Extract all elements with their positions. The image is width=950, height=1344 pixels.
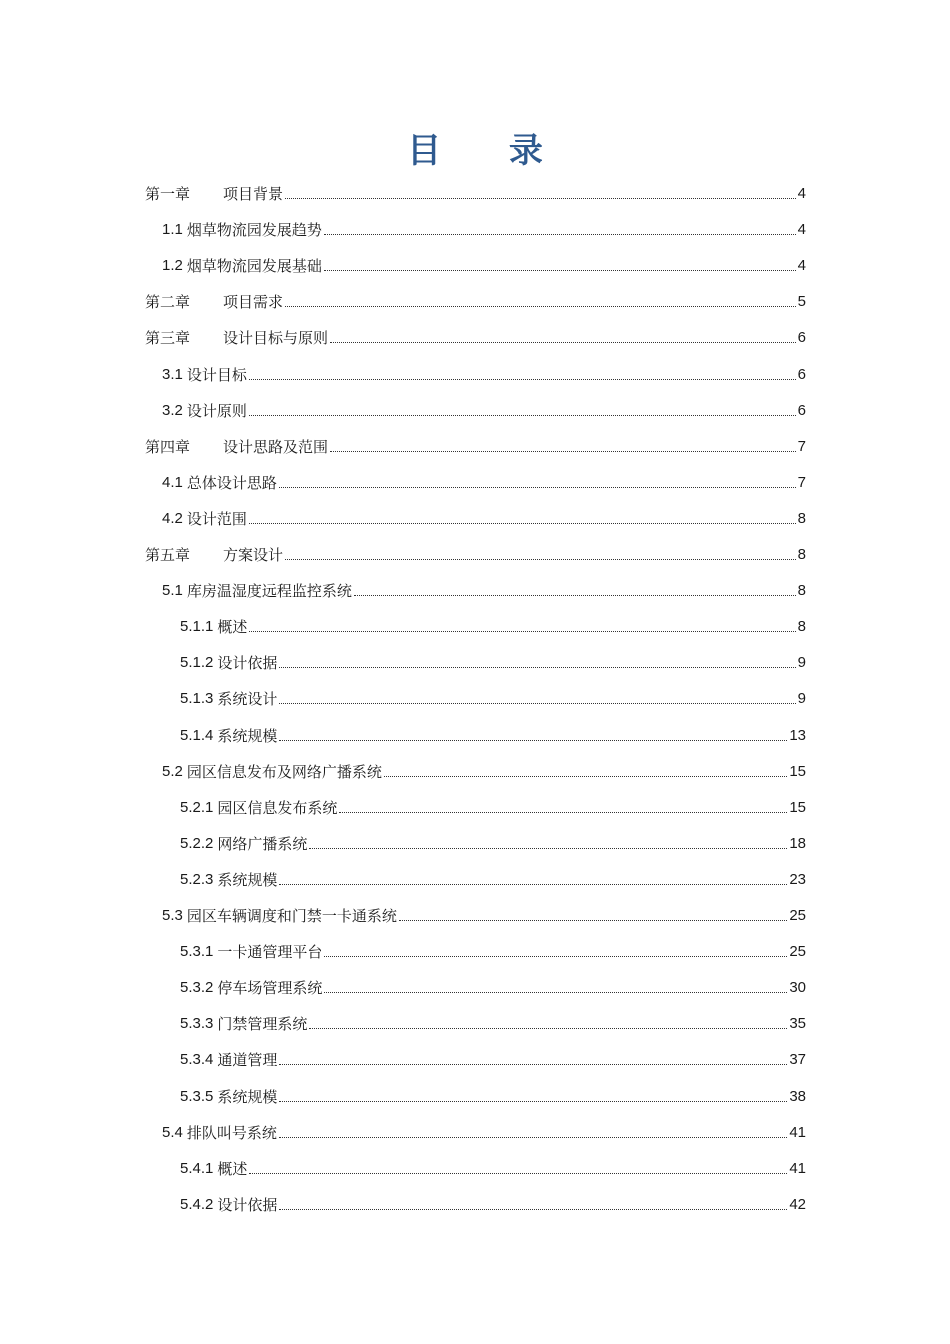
toc-entry-page-number: 4 bbox=[797, 257, 806, 275]
toc-entry[interactable] bbox=[180, 1048, 806, 1070]
toc-entry-number: 4.1 bbox=[162, 473, 183, 491]
toc-dot-leader bbox=[249, 378, 796, 380]
toc-dot-leader bbox=[279, 1208, 787, 1210]
toc-entry-label: 设计依据 bbox=[217, 1195, 278, 1214]
toc-entry-page-number: 4 bbox=[797, 221, 806, 239]
toc-dot-leader bbox=[249, 630, 795, 632]
toc-dot-leader bbox=[249, 414, 796, 416]
toc-dot-leader bbox=[279, 702, 795, 704]
toc-entry-page-number: 37 bbox=[789, 1051, 806, 1069]
toc-entry-number: 第三章 bbox=[145, 329, 191, 348]
toc-entry-label: 设计范围 bbox=[186, 509, 247, 528]
toc-entry-number: 5.3 bbox=[162, 907, 183, 924]
toc-dot-leader bbox=[279, 1136, 787, 1138]
toc-entry-label: 园区信息发布及网络广播系统 bbox=[186, 762, 382, 781]
toc-entry-number: 5.1.4 bbox=[180, 726, 214, 744]
toc-entry[interactable] bbox=[162, 254, 806, 276]
toc-entry-page-number: 7 bbox=[797, 437, 806, 455]
toc-entry[interactable] bbox=[180, 724, 806, 746]
toc-dot-leader bbox=[279, 486, 796, 488]
toc-entry-page-number: 15 bbox=[789, 762, 806, 780]
toc-entry-label: 项目需求 bbox=[223, 293, 284, 312]
toc-entry-number: 5.1.2 bbox=[180, 654, 214, 672]
toc-entry-number: 5.3.5 bbox=[180, 1087, 214, 1105]
toc-entry[interactable] bbox=[180, 940, 806, 962]
toc-entry[interactable] bbox=[162, 1121, 806, 1143]
toc-entry-page-number: 30 bbox=[789, 979, 806, 997]
toc-dot-leader bbox=[399, 919, 787, 921]
toc-entry[interactable] bbox=[180, 868, 806, 890]
toc-dot-leader bbox=[279, 1063, 787, 1065]
toc-entry-number: 5.4.2 bbox=[180, 1195, 214, 1213]
toc-entry-number: 5.3.2 bbox=[180, 979, 214, 997]
toc-entry-label: 系统规模 bbox=[217, 726, 278, 745]
toc-entry-page-number: 15 bbox=[789, 798, 806, 816]
toc-entry-page-number: 35 bbox=[789, 1015, 806, 1033]
toc-entry-number: 5.3.1 bbox=[180, 943, 214, 961]
toc-entry-number: 1.1 bbox=[162, 221, 183, 239]
toc-dot-leader bbox=[249, 522, 796, 524]
toc-entry-page-number: 7 bbox=[797, 473, 806, 491]
toc-entry-page-number: 8 bbox=[797, 618, 806, 636]
toc-entry-page-number: 13 bbox=[789, 726, 806, 744]
toc-entry-page-number: 38 bbox=[789, 1087, 806, 1105]
toc-entry-number: 第一章 bbox=[145, 185, 191, 203]
toc-entry-label: 烟草物流园发展基础 bbox=[186, 257, 322, 276]
toc-entry-number: 3.2 bbox=[162, 401, 183, 419]
toc-entry[interactable] bbox=[180, 1157, 806, 1179]
toc-entry-page-number: 25 bbox=[789, 907, 806, 924]
toc-entry-label: 总体设计思路 bbox=[186, 473, 277, 492]
toc-entry-label: 方案设计 bbox=[223, 546, 284, 564]
toc-dot-leader bbox=[309, 1027, 787, 1029]
toc-dot-leader bbox=[279, 666, 795, 668]
toc-entry-number: 5.1.3 bbox=[180, 690, 214, 708]
toc-dot-leader bbox=[249, 1172, 787, 1174]
toc-entry-page-number: 9 bbox=[797, 654, 806, 672]
toc-entry-number: 5.3.3 bbox=[180, 1015, 214, 1033]
toc-entry-page-number: 6 bbox=[797, 329, 806, 347]
toc-entry-number: 3.1 bbox=[162, 365, 183, 383]
toc-entry-page-number: 18 bbox=[789, 834, 806, 852]
toc-entry-label: 通道管理 bbox=[217, 1051, 278, 1070]
toc-entry-number: 5.2 bbox=[162, 762, 183, 780]
toc-dot-leader bbox=[279, 883, 787, 885]
toc-entry-page-number: 9 bbox=[797, 690, 806, 708]
toc-entry[interactable] bbox=[180, 615, 806, 637]
toc-entry-label: 项目背景 bbox=[223, 185, 284, 203]
toc-entry-label: 系统设计 bbox=[217, 690, 278, 709]
toc-dot-leader bbox=[285, 305, 796, 307]
toc-entry-number: 第四章 bbox=[145, 437, 191, 456]
toc-entry-page-number: 25 bbox=[789, 943, 806, 961]
toc-entry-label: 一卡通管理平台 bbox=[217, 943, 323, 962]
toc-entry-number: 5.2.2 bbox=[180, 834, 214, 852]
toc-entry-label: 园区信息发布系统 bbox=[217, 798, 338, 817]
toc-entry[interactable] bbox=[162, 507, 806, 529]
toc-title: 目 录 bbox=[407, 131, 571, 171]
toc-dot-leader bbox=[384, 775, 787, 777]
toc-dot-leader bbox=[285, 197, 796, 199]
toc-dot-leader bbox=[324, 955, 787, 957]
toc-entry[interactable] bbox=[180, 1085, 806, 1107]
toc-entry[interactable] bbox=[145, 435, 806, 457]
toc-entry[interactable] bbox=[162, 579, 806, 601]
toc-dot-leader bbox=[354, 594, 796, 596]
toc-entry-page-number: 8 bbox=[797, 546, 806, 563]
toc-dot-leader bbox=[285, 558, 796, 560]
toc-entry[interactable] bbox=[162, 904, 806, 926]
toc-entry-number: 5.2.3 bbox=[180, 870, 214, 888]
toc-entry-page-number: 42 bbox=[789, 1195, 806, 1213]
toc-entry-label: 库房温湿度远程监控系统 bbox=[186, 582, 352, 601]
toc-entry[interactable] bbox=[180, 651, 806, 673]
toc-entry-page-number: 41 bbox=[789, 1123, 806, 1141]
toc-entry[interactable] bbox=[145, 290, 806, 312]
toc-entry-number: 1.2 bbox=[162, 257, 183, 275]
toc-entry-label: 设计目标 bbox=[186, 365, 247, 384]
toc-entry-label: 烟草物流园发展趋势 bbox=[186, 221, 322, 240]
toc-entry-label: 概述 bbox=[217, 618, 248, 637]
toc-dot-leader bbox=[324, 991, 787, 993]
toc-entry-label: 设计思路及范围 bbox=[223, 437, 329, 456]
toc-entry[interactable] bbox=[162, 218, 806, 240]
toc-entry-number: 5.4.1 bbox=[180, 1159, 214, 1177]
toc-dot-leader bbox=[339, 811, 787, 813]
toc-entry-label: 设计目标与原则 bbox=[223, 329, 329, 348]
toc-dot-leader bbox=[330, 341, 796, 343]
toc-entry[interactable] bbox=[145, 326, 806, 348]
toc-entry[interactable] bbox=[180, 1193, 806, 1215]
toc-dot-leader bbox=[309, 847, 787, 849]
toc-entry[interactable] bbox=[162, 471, 806, 493]
toc-entry[interactable] bbox=[145, 182, 806, 204]
toc-entry-number: 第二章 bbox=[145, 293, 191, 312]
toc-entry-page-number: 6 bbox=[797, 365, 806, 383]
toc-entry[interactable] bbox=[180, 687, 806, 709]
toc-entry[interactable] bbox=[180, 832, 806, 854]
toc-entry-number: 5.3.4 bbox=[180, 1051, 214, 1069]
toc-dot-leader bbox=[324, 233, 796, 235]
toc-entry-label: 设计原则 bbox=[186, 401, 247, 420]
toc-entry-label: 系统规模 bbox=[217, 1087, 278, 1106]
toc-dot-leader bbox=[279, 739, 787, 741]
toc-entry-page-number: 23 bbox=[789, 870, 806, 888]
toc-entry[interactable] bbox=[162, 399, 806, 421]
toc-entry-page-number: 5 bbox=[797, 293, 806, 311]
toc-entry[interactable] bbox=[180, 796, 806, 818]
toc-entry-label: 概述 bbox=[217, 1159, 248, 1178]
toc-entry-number: 5.2.1 bbox=[180, 798, 214, 816]
toc-entry-number: 5.1 bbox=[162, 582, 183, 600]
toc-entry-label: 系统规模 bbox=[217, 870, 278, 889]
toc-entry-number: 第五章 bbox=[145, 546, 191, 564]
toc-dot-leader bbox=[324, 269, 796, 271]
toc-entry[interactable] bbox=[180, 1012, 806, 1034]
toc-entry-label: 停车场管理系统 bbox=[217, 979, 323, 998]
toc-entry-number: 5.4 bbox=[162, 1123, 183, 1141]
toc-entry-number: 5.1.1 bbox=[180, 618, 214, 636]
toc-entry-label: 设计依据 bbox=[217, 654, 278, 673]
toc-dot-leader bbox=[279, 1100, 787, 1102]
toc-entry-label: 门禁管理系统 bbox=[217, 1015, 308, 1034]
toc-entry-label: 园区车辆调度和门禁一卡通系统 bbox=[186, 907, 397, 925]
toc-entry-number: 4.2 bbox=[162, 509, 183, 527]
toc-entry[interactable] bbox=[145, 543, 806, 565]
toc-dot-leader bbox=[330, 450, 796, 452]
toc-entry-page-number: 4 bbox=[797, 185, 806, 202]
toc-entry-page-number: 41 bbox=[789, 1159, 806, 1177]
toc-entry-label: 排队叫号系统 bbox=[186, 1123, 277, 1142]
toc-entry[interactable] bbox=[162, 760, 806, 782]
toc-entry[interactable] bbox=[162, 363, 806, 385]
toc-entry-label: 网络广播系统 bbox=[217, 834, 308, 853]
toc-entry-page-number: 8 bbox=[797, 582, 806, 600]
toc-entry-page-number: 6 bbox=[797, 401, 806, 419]
toc-entry-page-number: 8 bbox=[797, 509, 806, 527]
toc-entry[interactable] bbox=[180, 976, 806, 998]
